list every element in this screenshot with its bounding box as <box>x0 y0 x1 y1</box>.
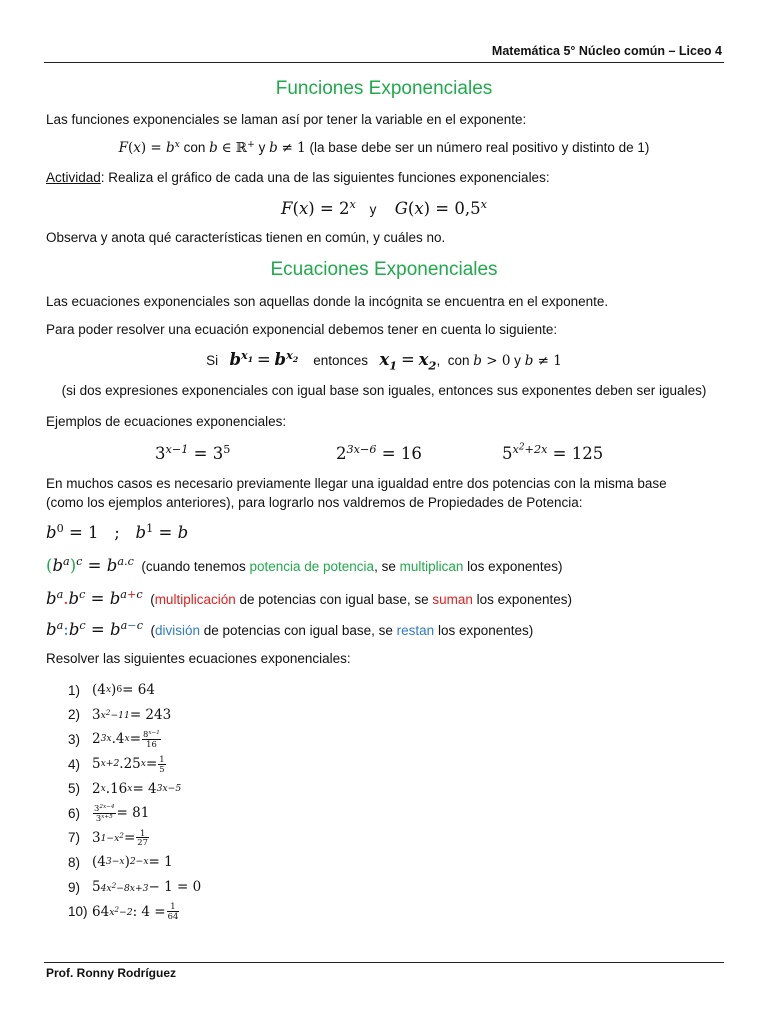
property-2: $(b^a)^c = b^{a.c}$ (cuando tenemos potencia de potencia, se multiplican los exponentes) <box>46 554 563 575</box>
functions-line: $F(x) = 2^x$ y $G(x) = 0,5^x$ <box>281 197 487 218</box>
section-title-functions: Funciones Exponenciales <box>275 78 493 99</box>
definition-line: $F(x) = b^x$ con b ∈ ℝ+ y b ≠ 1 (la base debe ser un número real positivo y distinto de 1) <box>118 138 650 156</box>
rule-line: Si $b^{x_1} = b^{x_2}$ entonces $x_1 = x_2$, con b > 0 y b ≠ 1 <box>206 347 562 373</box>
property-1: $b^0 = 1$ ; $b^1 = b$ <box>46 521 189 542</box>
header-rule <box>44 62 724 63</box>
observe-paragraph: Observa y anota qué características tienen en común, y cuáles no. <box>46 230 446 245</box>
page-header: Matemática 5° Núcleo común – Liceo 4 <box>491 44 722 58</box>
equations-paragraph-1: Las ecuaciones exponenciales son aquellas donde la incógnita se encuentra en el exponente. <box>46 294 609 309</box>
exercise-7: 7) 3 $1-x^2$ = $\frac{1}{27}$ <box>68 827 148 848</box>
exercise-8: 8) (4 3−x ) 2−x = 1 <box>68 854 173 871</box>
property-3: $b^a.b^c = b^{a+c}$ (multiplicación de potencias con igual base, se suman los exponentes) <box>46 587 572 608</box>
exercises-label: Resolver las siguientes ecuaciones exponenciales: <box>46 651 351 666</box>
rule-explanation: (si dos expresiones exponenciales con igual base son iguales, entonces sus exponentes deben ser iguales) <box>61 383 707 398</box>
exercise-5: 5) 2 x .16 x = 4 3x−5 <box>68 780 182 797</box>
activity-line: Actividad: Realiza el gráfico de cada una de las siguientes funciones exponenciales: <box>46 170 550 185</box>
exercise-9: 9) 5 $4x^2-8x+3$ − 1 = 0 <box>68 879 202 896</box>
exercise-3: 3) 2 3x .4 x = $\frac{8^{x-1}}{16}$ <box>68 729 160 749</box>
activity-label: Actividad <box>46 170 101 185</box>
property-4: $b^a:b^c = b^{a-c}$ (división de potencias con igual base, se restan los exponentes) <box>46 618 534 639</box>
intro-paragraph: Las funciones exponenciales se laman así por tener la variable en el exponente: <box>46 112 527 127</box>
section-title-equations: Ecuaciones Exponenciales <box>270 259 498 280</box>
properties-intro-2: (como los ejemplos anteriores), para lograrlo nos valdremos de Propiedades de Potencia: <box>46 495 583 510</box>
exercise-10: 10) 64 $x^2-2$ : 4 = $\frac{1}{64}$ <box>68 901 179 922</box>
exercise-2: 2) 3 $x^2-11$ = 243 <box>68 706 172 723</box>
example-1: $3^{x-1} = 3^5$ <box>155 442 231 463</box>
exercise-1: 1) (4 x ) 6 = 64 <box>68 682 155 699</box>
equations-paragraph-2: Para poder resolver una ecuación exponencial debemos tener en cuenta lo siguiente: <box>46 322 558 337</box>
example-2: $2^{3x-6} = 16$ <box>336 442 422 463</box>
exercise-6: 6) $\frac{3^{2x-4}}{3^{x+5}}$ = 81 <box>68 802 150 823</box>
example-3: $5^{x^2+2x} = 125$ <box>502 442 604 463</box>
properties-intro-1: En muchos casos es necesario previamente llegar una igualdad entre dos potencias con la misma base <box>46 476 667 491</box>
definition-note: (la base debe ser un número real positivo y distinto de 1) <box>309 140 650 155</box>
footer-rule <box>44 962 724 963</box>
exercise-4: 4) 5 x+2 .25 x = $\frac{1}{5}$ <box>68 753 165 774</box>
exercise-list <box>68 678 201 924</box>
examples-label: Ejemplos de ecuaciones exponenciales: <box>46 414 287 429</box>
page-footer: Prof. Ronny Rodríguez <box>46 966 176 980</box>
